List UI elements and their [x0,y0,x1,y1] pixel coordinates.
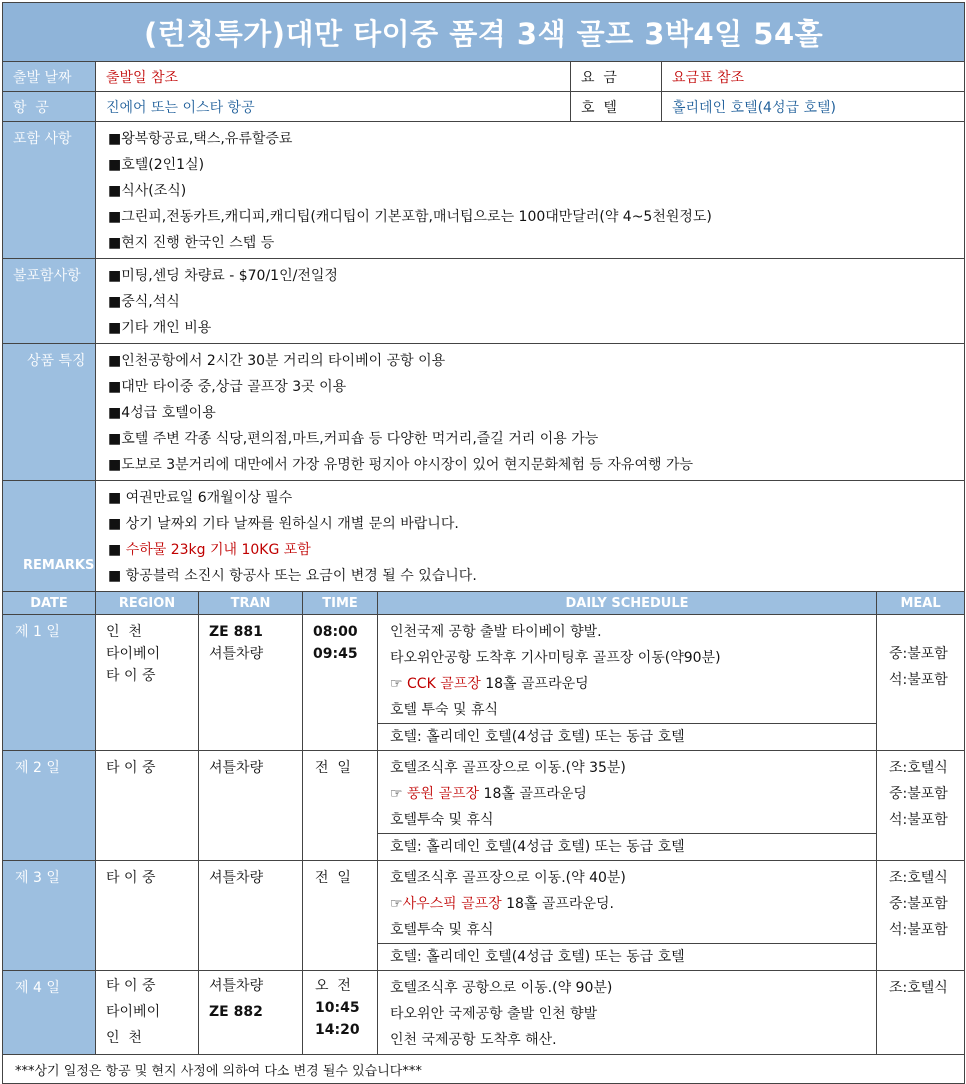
meal-line: 조:호텔식 [889,760,948,776]
golf-round: 18홀 골프라운딩 [479,786,587,802]
remark-bullet: ■ [108,542,126,558]
schedule-line: 인천 국제공항 도착후 해산. [390,1032,557,1048]
meal-line: 석:불포함 [889,812,948,828]
day-meal [877,751,965,861]
included-item: ■왕복항공료,택스,유류할증료 [108,131,293,147]
meal-line: 조:호텔식 [889,980,948,996]
page-title: (런칭특가)대만 타이중 품격 3색 골프 3박4일 54홀 [3,3,965,62]
time-line: 08:00 [313,624,358,640]
region-line: 타이베이 [106,1004,161,1020]
itinerary-table [2,2,965,1084]
header-tran: TRAN [199,592,303,615]
region-line: 타 이 중 [106,870,156,886]
feature-item: ■도보로 3분거리에 대만에서 가장 유명한 펑지아 야시장이 있어 현지문화체험 등 자유여행 가능 [108,457,693,473]
feature-item: ■4성급 호텔이용 [108,405,216,421]
excluded-label: 불포함사항 [3,259,96,344]
region-line: 타 이 중 [106,760,156,776]
schedule-line: 호텔투숙 및 휴식 [390,812,494,828]
transport-line: 셔틀차량 [209,760,264,776]
day-time [303,861,378,971]
pointing-hand-icon: ☞ [390,896,403,912]
meal-line: 석:불포함 [889,672,948,688]
region-line: 인 천 [106,624,142,640]
itinerary-page [2,2,964,1084]
feature-item: ■대만 타이중 중,상급 골프장 3곳 이용 [108,379,347,395]
hotel-line: 호텔: 홀리데인 호텔(4성급 호텔) 또는 동급 호텔 [378,943,876,970]
schedule-line: 호텔조식후 골프장으로 이동.(약 40분) [390,870,626,886]
remarks-list [96,481,965,592]
time-line: 14:20 [315,1022,360,1038]
excluded-item: ■미팅,센딩 차량료 - $70/1인/전일정 [108,268,338,284]
included-item: ■식사(조식) [108,183,187,199]
schedule-line: 호텔조식후 골프장으로 이동.(약 35분) [390,760,626,776]
golf-course-name: 사우스픽 골프장 [402,896,502,912]
region-line: 인 천 [106,1030,142,1046]
day-label: 제 2 일 [3,751,96,861]
day-label: 제 1 일 [3,615,96,751]
schedule-line: 호텔투숙 및 휴식 [390,922,494,938]
time-line: 10:45 [315,1000,360,1016]
airline-label: 항 공 [3,92,96,122]
header-meal: MEAL [877,592,965,615]
meal-line: 조:호텔식 [889,870,948,886]
day-meal [877,971,965,1055]
flight-number: ZE 881 [209,624,263,640]
golf-line [390,671,876,697]
golf-round: 18홀 골프라운딩. [501,896,614,912]
header-region: REGION [96,592,199,615]
day-transport [199,971,303,1055]
meal-line: 중:불포함 [889,786,948,802]
schedule-line: 인천국제 공항 출발 타이베이 향발. [390,624,602,640]
day-region [96,751,199,861]
remark-item: ■ 여권만료일 6개월이상 필수 [108,490,293,506]
remark-item: ■ 항공블럭 소진시 항공사 또는 요금이 변경 될 수 있습니다. [108,568,477,584]
departure-label: 출발 날짜 [3,62,96,92]
pointing-hand-icon: ☞ [390,786,408,802]
included-label: 포함 사항 [3,122,96,259]
excluded-list [96,259,965,344]
header-date: DATE [3,592,96,615]
remark-item [108,537,964,563]
day-region [96,971,199,1055]
day-transport [199,751,303,861]
included-item: ■그린피,전동카트,캐디피,캐디팁(캐디팁이 기본포함,매너팁으로는 100대만달러(약 4~5천원정도) [108,209,712,225]
schedule-line: 호텔조식후 공항으로 이동.(약 90분) [390,980,613,996]
time-line: 전 일 [315,870,351,886]
remark-item: ■ 상기 날짜외 기타 날짜를 원하실시 개별 문의 바랍니다. [108,516,459,532]
region-line: 타 이 중 [106,978,156,994]
header-time: TIME [303,592,378,615]
daily-schedule [378,971,877,1055]
excluded-item: ■기타 개인 비용 [108,320,212,336]
hotel-label: 호 텔 [571,92,662,122]
excluded-item: ■중식,석식 [108,294,180,310]
day-time [303,751,378,861]
hotel-line: 호텔: 홀리데인 호텔(4성급 호텔) 또는 동급 호텔 [378,723,876,750]
golf-course-name: CCK 골프장 [407,676,481,692]
schedule-line: 호텔 투숙 및 휴식 [390,702,499,718]
included-list [96,122,965,259]
hotel-value: 홀리데인 호텔(4성급 호텔) [662,92,965,122]
transport-line: 셔틀차량 [209,978,264,994]
day-time [303,971,378,1055]
day-region [96,615,199,751]
daily-schedule [378,751,877,861]
daily-schedule [378,861,877,971]
day-label: 제 4 일 [3,971,96,1055]
features-list [96,344,965,481]
included-item: ■현지 진행 한국인 스텝 등 [108,235,275,251]
remarks-label: REMARKS [3,481,96,592]
hotel-line: 호텔: 홀리데인 호텔(4성급 호텔) 또는 동급 호텔 [378,833,876,860]
price-value: 요금표 참조 [662,62,965,92]
transport-line: 셔틀차량 [209,646,264,662]
footer-notice: ***상기 일정은 항공 및 현지 사정에 의하여 다소 변경 될수 있습니다*** [3,1055,965,1084]
baggage-allowance: 수하물 23kg 기내 10KG 포함 [125,542,311,558]
day-transport [199,861,303,971]
time-line: 전 일 [315,760,351,776]
schedule-line: 타오위안공항 도착후 기사미팅후 골프장 이동(약90분) [390,650,721,666]
day-meal [877,615,965,751]
day-transport [199,615,303,751]
day-label: 제 3 일 [3,861,96,971]
day-time [303,615,378,751]
time-line: 오 전 [315,978,351,994]
region-line: 타 이 중 [106,668,156,684]
day-region [96,861,199,971]
schedule-line: 타오위안 국제공항 출발 인천 향발 [390,1006,598,1022]
features-label: 상품 특징 [3,344,96,481]
day-meal [877,861,965,971]
departure-value: 출발일 참조 [96,62,571,92]
daily-schedule [378,615,877,751]
transport-line: 셔틀차량 [209,870,264,886]
flight-number: ZE 882 [209,1004,263,1020]
meal-line: 중:불포함 [889,896,948,912]
airline-value: 진에어 또는 이스타 항공 [96,92,571,122]
feature-item: ■인천공항에서 2시간 30분 거리의 타이베이 공항 이용 [108,353,446,369]
included-item: ■호텔(2인1실) [108,157,205,173]
golf-round: 18홀 골프라운딩 [480,676,589,692]
price-label: 요 금 [571,62,662,92]
meal-line: 석:불포함 [889,922,948,938]
golf-course-name: 풍원 골프장 [407,786,480,802]
meal-line: 중:불포함 [889,646,948,662]
feature-item: ■호텔 주변 각종 식당,편의점,마트,커피숍 등 다양한 먹거리,즐길 거리 이용 가능 [108,431,599,447]
time-line: 09:45 [313,646,358,662]
header-daily-schedule: DAILY SCHEDULE [378,592,877,615]
region-line: 타이베이 [106,646,161,662]
golf-line [390,891,876,917]
pointing-hand-icon: ☞ [390,676,408,692]
golf-line [390,781,876,807]
